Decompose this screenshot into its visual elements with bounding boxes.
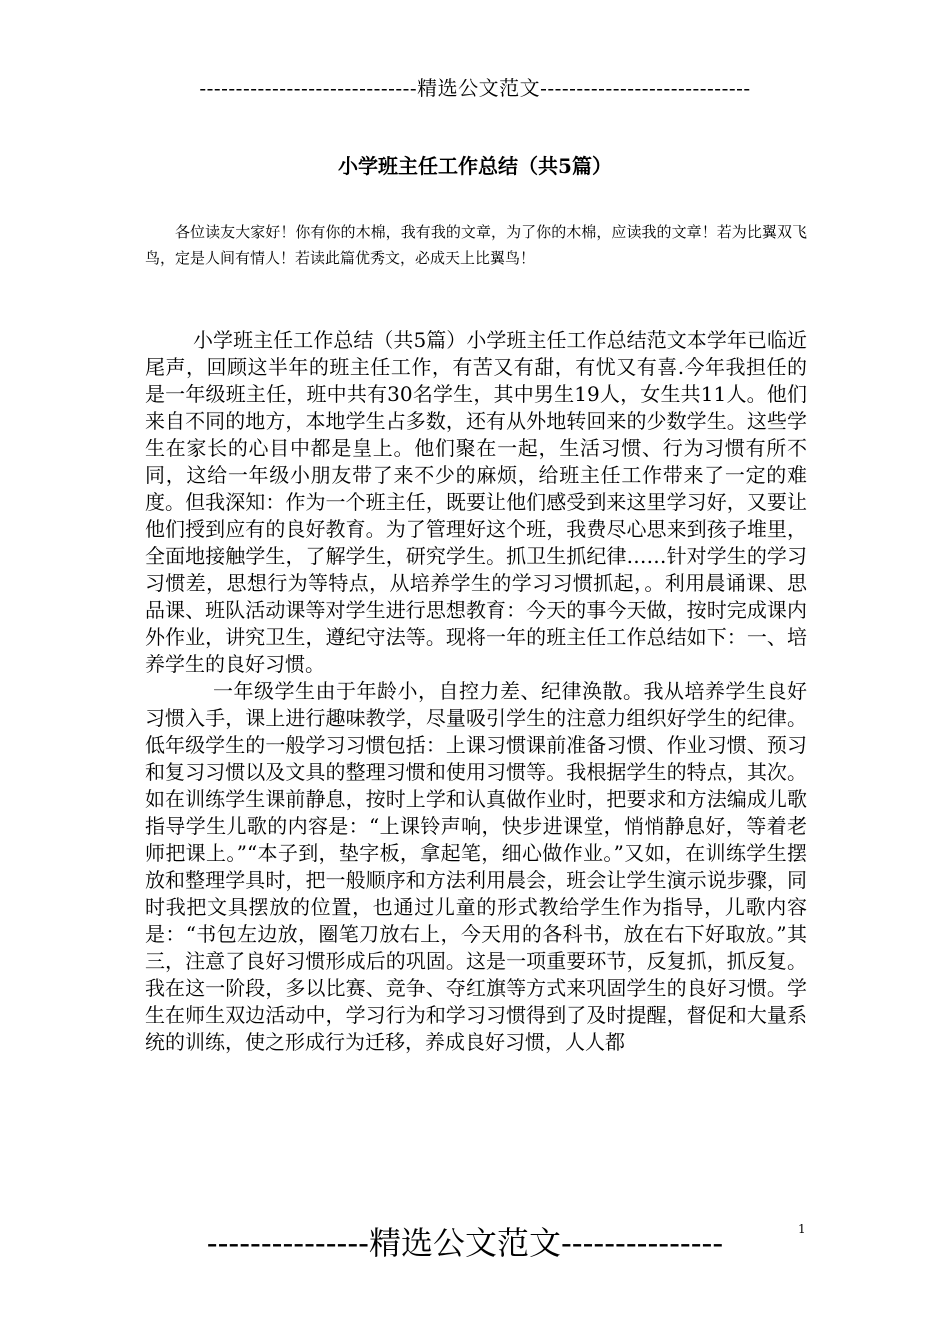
page-header: ------------------------------精选公文范文----------------------------- [199,76,751,100]
intro-paragraph: 各位读友大家好！你有你的木棉，我有我的文章，为了你的木棉，应读我的文章！若为比翼双飞鸟，定是人间有情人！若读此篇优秀文，必成天上比翼鸟！ [145,223,807,267]
body-paragraph: 小学班主任工作总结（共5篇）小学班主任工作总结范文本学年已临近尾声，回顾这半年的班主任工作，有苦又有甜，有忧又有喜.今年我担任的是一年级班主任，班中共有30名学生，其中男生19人，女生共11人。他们来自不同的地方，本地学生占多数，还有从外地转回来的少数学生。这些学生在家长的心目中都是皇上。他们聚在一起，生活习惯、行为习惯有所不同，这给一年级小朋友带了来不少的麻烦，给班主任工作带来了一定的难度。但我深知：作为一个班主任，既要让他们感受到来这里学习好，又要让他们授到应有的良好教育。为了管理好这个班，我费尽心思来到孩子堆里，全面地接触学生，了解学生，研究学生。抓卫生抓纪律……针对学生的学习习惯差，思想行为等特点，从培养学生的学习习惯抓起，。利用晨诵课、思品课、班队活动课等对学生进行思想教育：今天的事今天做，按时完成课内外作业，讲究卫生，遵纪守法等。现将一年的班主任工作总结如下：一、培养学生的良好习惯。 [145,328,807,676]
page-number: 1 [798,1222,806,1236]
body-paragraph: 一年级学生由于年龄小，自控力差、纪律涣散。我从培养学生良好习惯入手，课上进行趣味教学，尽量吸引学生的注意力组织好学生的纪律。低年级学生的一般学习习惯包括：上课习惯课前准备习惯、作业习惯、预习和复习习惯以及文具的整理习惯和使用习惯等。我根据学生的特点，其次。如在训练学生课前静息，按时上学和认真做作业时，把要求和方法编成儿歌指导学生儿歌的内容是：“上课铃声响，快步进课堂，悄悄静息好，等着老师把课上。”“本子到，垫字板，拿起笔，细心做作业。”又如，在训练学生摆放和整理学具时，把一般顺序和方法利用晨会，班会让学生演示说步骤，同时我把文具摆放的位置，也通过儿童的形式教给学生作为指导，儿歌内容是：“书包左边放，圈笔刀放右上，今天用的各科书，放在右下好取放。”其三，注意了良好习惯形成后的巩固。这是一项重要环节，反复抓，抓反复。我在这一阶段，多以比赛、竞争、夺红旗等方式来巩固学生的良好习惯。学生在师生双边活动中，学习行为和学习习惯得到了及时提醒，督促和大量系统的训练，使之形成行为迁移，养成良好习惯，人人都 [145,679,807,1054]
document-body [145,327,807,1217]
document-title: 小学班主任工作总结（共5篇） [338,154,612,178]
page-footer: ---------------精选公文范文--------------- [206,1224,724,1262]
